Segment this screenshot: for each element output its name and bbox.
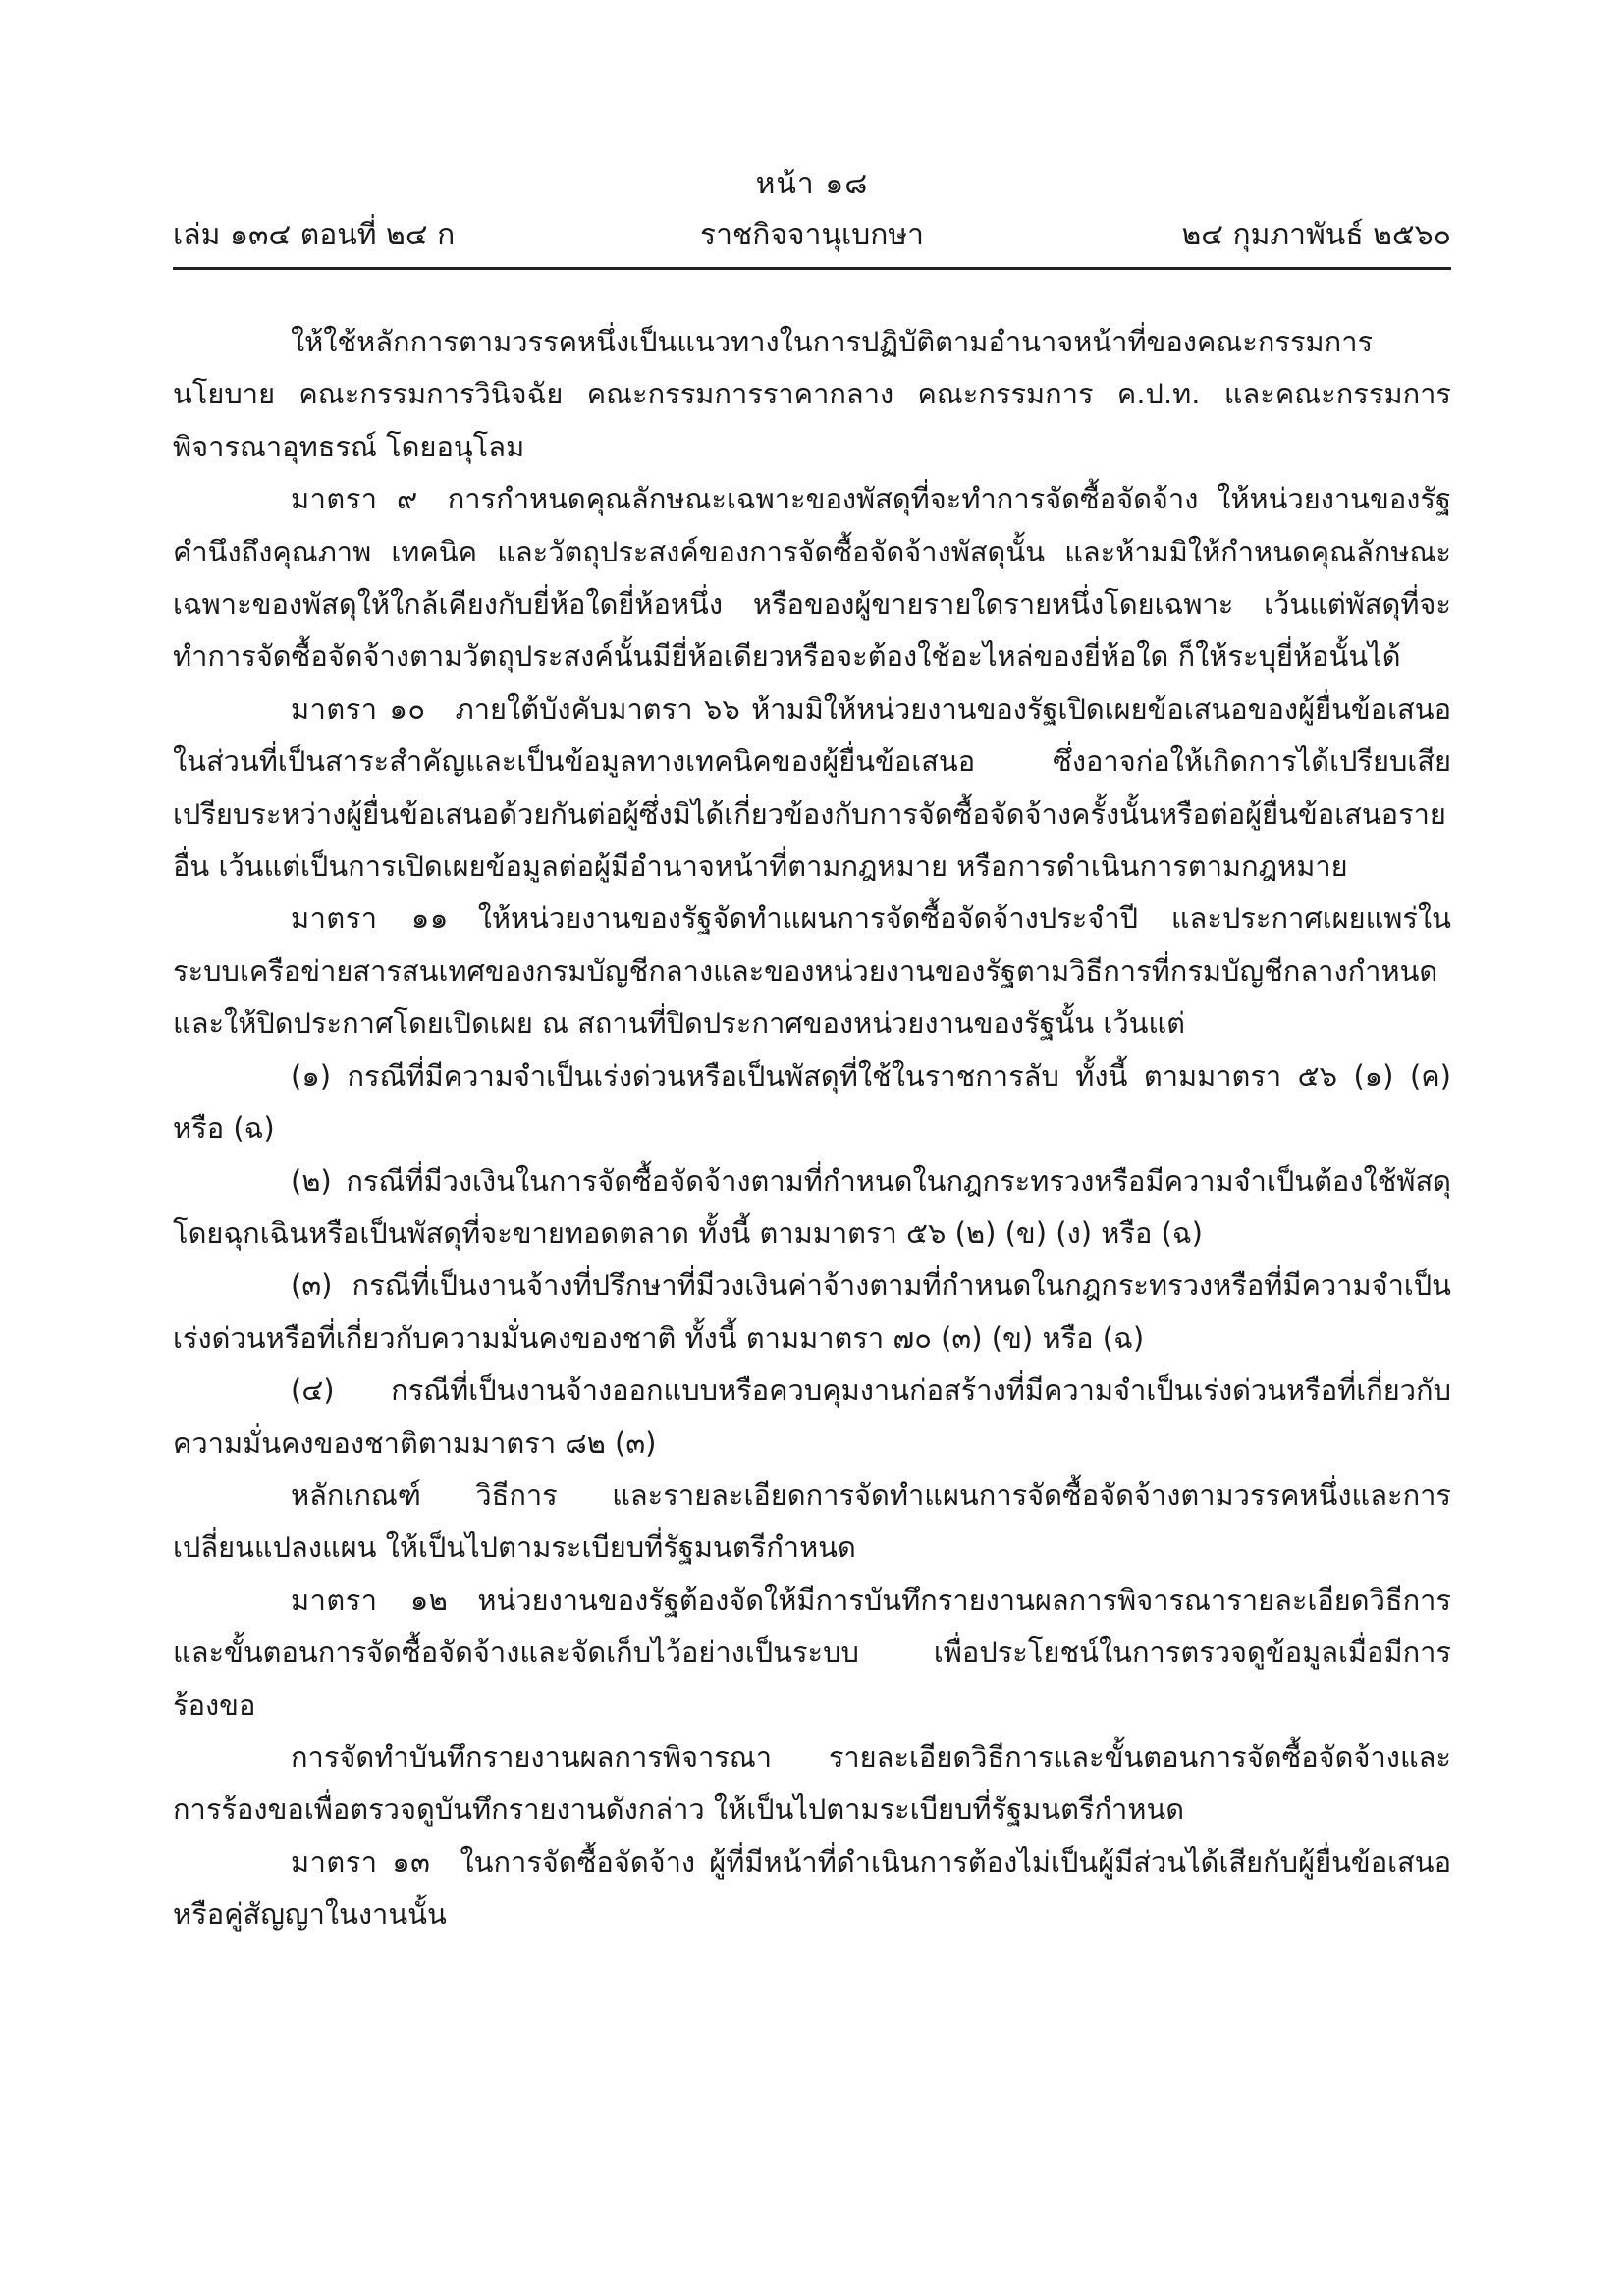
section-text: ในการจัดซื้อจัดจ้าง ผู้ที่มีหน้าที่ดำเนินการต้องไม่เป็นผู้มีส่วนได้เสียกับผู้ยื่นข้อเสนอหรือคู่สัญญาในงานนั้น <box>173 1844 1451 1932</box>
section-text: การกำหนดคุณลักษณะเฉพาะของพัสดุที่จะทำการจัดซื้อจัดจ้าง ให้หน่วยงานของรัฐคำนึงถึงคุณภาพ เทคนิค และวัตถุประสงค์ของการจัดซื้อจัดจ้างพัสดุนั้น และห้ามมิให้กำหนดคุณลักษณะเฉพาะของพัสดุให้ใกล้เคียงกับยี่ห้อใดยี่ห้อหนึ่ง หรือของผู้ขายรายใดรายหนึ่งโดยเฉพาะ เว้นแต่พัสดุที่จะทำการจัดซื้อจัดจ้างตามวัตถุประสงค์นั้นมียี่ห้อเดียวหรือจะต้องใช้อะไหล่ของยี่ห้อใด ก็ให้ระบุยี่ห้อนั้นได้ <box>173 482 1451 673</box>
section-label: มาตรา ๑๐ <box>291 691 426 725</box>
publication-title: ราชกิจจานุเบกษา <box>699 218 925 252</box>
section-label: มาตรา ๑๑ <box>291 901 449 935</box>
document-body <box>173 316 1451 1942</box>
item-text: (๓) กรณีที่เป็นงานจ้างที่ปรึกษาที่มีวงเงินค่าจ้างตามที่กำหนดในกฎกระทรวงหรือที่มีความจำเป็นเร่งด่วนหรือที่เกี่ยวกับความมั่นคงของชาติ ทั้งนี้ ตามมาตรา ๗๐ (๓) (ข) หรือ (ฉ) <box>173 1268 1451 1355</box>
item-text: (๑) กรณีที่มีความจำเป็นเร่งด่วนหรือเป็นพัสดุที่ใช้ในราชการลับ ทั้งนี้ ตามมาตรา ๕๖ (๑) (ค) หรือ (ฉ) <box>173 1058 1451 1146</box>
publication-date: ๒๔ กุมภาพันธ์ ๒๕๖๐ <box>1181 218 1451 252</box>
page-number: หน้า ๑๘ <box>755 167 869 201</box>
section-text: ให้หน่วยงานของรัฐจัดทำแผนการจัดซื้อจัดจ้างประจำปี และประกาศเผยแพร่ในระบบเครือข่ายสารสนเทศของกรมบัญชีกลางและของหน่วยงานของรัฐตามวิธีการที่กรมบัญชีกลางกำหนด และให้ปิดประกาศโดยเปิดเผย ณ สถานที่ปิดประกาศของหน่วยงานของรัฐนั้น เว้นแต่ <box>173 901 1451 1041</box>
section-label: มาตรา ๙ <box>291 482 418 516</box>
volume-issue: เล่ม ๑๓๔ ตอนที่ ๒๔ ก <box>173 218 456 252</box>
paragraph <box>173 1732 1451 1837</box>
section-label: มาตรา ๑๒ <box>291 1582 449 1617</box>
section-text: หน่วยงานของรัฐต้องจัดให้มีการบันทึกรายงานผลการพิจารณารายละเอียดวิธีการและขั้นตอนการจัดซื้อจัดจ้างและจัดเก็บไว้อย่างเป็นระบบ เพื่อประโยชน์ในการตรวจดูข้อมูลเมื่อมีการร้องขอ <box>173 1582 1451 1722</box>
section-11 <box>173 892 1451 1049</box>
header-divider <box>173 267 1451 270</box>
item-text: (๔) กรณีที่เป็นงานจ้างออกแบบหรือควบคุมงานก่อสร้างที่มีความจำเป็นเร่งด่วนหรือที่เกี่ยวกับความมั่นคงของชาติตามมาตรา ๘๒ (๓) <box>173 1373 1451 1460</box>
paragraph-text: หลักเกณฑ์ วิธีการ และรายละเอียดการจัดทำแผนการจัดซื้อจัดจ้างตามวรรคหนึ่งและการเปลี่ยนแปลงแผน ให้เป็นไปตามระเบียบที่รัฐมนตรีกำหนด <box>173 1477 1451 1565</box>
paragraph <box>173 1469 1451 1575</box>
paragraph <box>173 316 1451 473</box>
section-11-item-4 <box>173 1364 1451 1469</box>
section-13 <box>173 1837 1451 1942</box>
section-text: ภายใต้บังคับมาตรา ๖๖ ห้ามมิให้หน่วยงานของรัฐเปิดเผยข้อเสนอของผู้ยื่นข้อเสนอในส่วนที่เป็นสาระสำคัญและเป็นข้อมูลทางเทคนิคของผู้ยื่นข้อเสนอ ซึ่งอาจก่อให้เกิดการได้เปรียบเสียเปรียบระหว่างผู้ยื่นข้อเสนอด้วยกันต่อผู้ซึ่งมิได้เกี่ยวข้องกับการจัดซื้อจัดจ้างครั้งนั้นหรือต่อผู้ยื่นข้อเสนอรายอื่น เว้นแต่เป็นการเปิดเผยข้อมูลต่อผู้มีอำนาจหน้าที่ตามกฎหมาย หรือการดำเนินการตามกฎหมาย <box>173 691 1451 883</box>
paragraph-text: การจัดทำบันทึกรายงานผลการพิจารณา รายละเอียดวิธีการและขั้นตอนการจัดซื้อจัดจ้างและการร้องขอเพื่อตรวจดูบันทึกรายงานดังกล่าว ให้เป็นไปตามระเบียบที่รัฐมนตรีกำหนด <box>173 1739 1451 1827</box>
running-header <box>173 214 1451 257</box>
section-12 <box>173 1575 1451 1732</box>
section-11-item-3 <box>173 1259 1451 1364</box>
section-10 <box>173 683 1451 893</box>
item-text: (๒) กรณีที่มีวงเงินในการจัดซื้อจัดจ้างตามที่กำหนดในกฎกระทรวงหรือมีความจำเป็นต้องใช้พัสดุโดยฉุกเฉินหรือเป็นพัสดุที่จะขายทอดตลาด ทั้งนี้ ตามมาตรา ๕๖ (๒) (ข) (ง) หรือ (ฉ) <box>173 1163 1451 1250</box>
section-11-item-2 <box>173 1155 1451 1260</box>
section-9 <box>173 473 1451 683</box>
paragraph-text: ให้ใช้หลักการตามวรรคหนึ่งเป็นแนวทางในการปฏิบัติตามอำนาจหน้าที่ของคณะกรรมการนโยบาย คณะกรรมการวินิจฉัย คณะกรรมการราคากลาง คณะกรรมการ ค.ป.ท. และคณะกรรมการพิจารณาอุทธรณ์ โดยอนุโลม <box>173 325 1451 463</box>
section-label: มาตรา ๑๓ <box>291 1844 431 1879</box>
section-11-item-1 <box>173 1050 1451 1155</box>
